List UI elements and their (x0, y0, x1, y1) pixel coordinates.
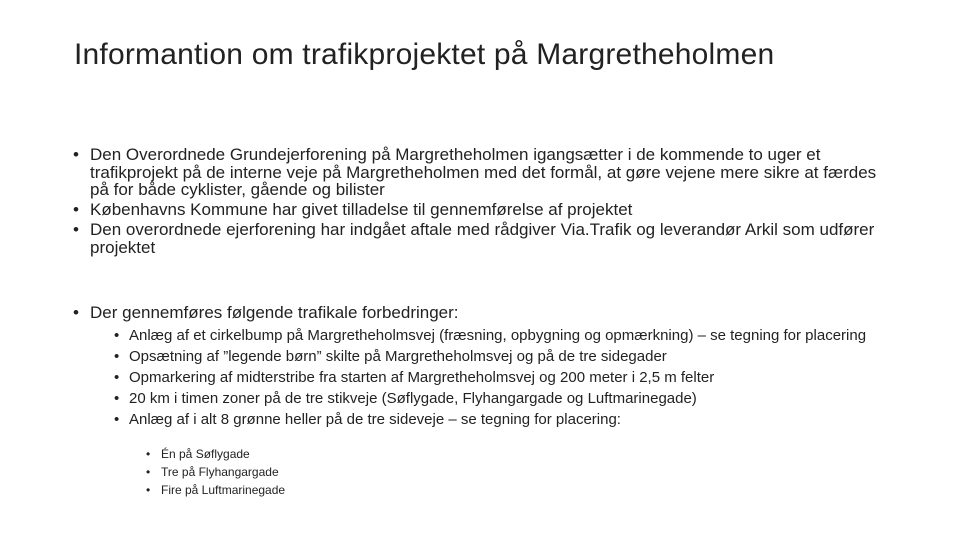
improvement-item-1: • Anlæg af et cirkelbump på Margretheholmsvej (fræsning, opbygning og opmærkning) – se tegning for placering (129, 328, 889, 344)
improvements-heading: • Der gennemføres følgende trafikale forbedringer: (90, 304, 890, 322)
heller-location-3: • Fire på Luftmarinegade (161, 484, 561, 496)
heller-location-2: • Tre på Flyhangargade (161, 466, 561, 478)
intro-bullet-3: • Den overordnede ejerforening har indgået aftale med rådgiver Via.Trafik og leverandør Arkil som udfører projektet (90, 221, 890, 256)
intro-bullet-1: • Den Overordnede Grundejerforening på Margretheholmen igangsætter i de kommende to uger et trafikprojekt på de interne veje på Margretheholmen med det formål, at gøre vejene mere sikre at færdes på for både cyklister, gående og bilister (90, 146, 890, 199)
heller-location-list (161, 448, 561, 502)
heller-location-1: • Én på Søflygade (161, 448, 561, 460)
improvement-item-4: • 20 km i timen zoner på de tre stikveje (Søflygade, Flyhangargade og Luftmarinegade) (129, 391, 889, 407)
improvement-item-5: • Anlæg af i alt 8 grønne heller på de tre sideveje – se tegning for placering: (129, 412, 889, 428)
intro-bullet-list (90, 146, 890, 259)
improvements-heading-list (90, 304, 890, 322)
improvement-item-3: • Opmarkering af midterstribe fra starten af Margretheholmsvej og 200 meter i 2,5 m felter (129, 370, 889, 386)
intro-bullet-2: • Københavns Kommune har givet tilladelse til gennemførelse af projektet (90, 201, 890, 219)
improvements-list (129, 328, 889, 433)
slide-title: Informantion om trafikprojektet på Margretheholmen (74, 38, 775, 71)
improvement-item-2: • Opsætning af ”legende børn” skilte på Margretheholmsvej og på de tre sidegader (129, 349, 889, 365)
